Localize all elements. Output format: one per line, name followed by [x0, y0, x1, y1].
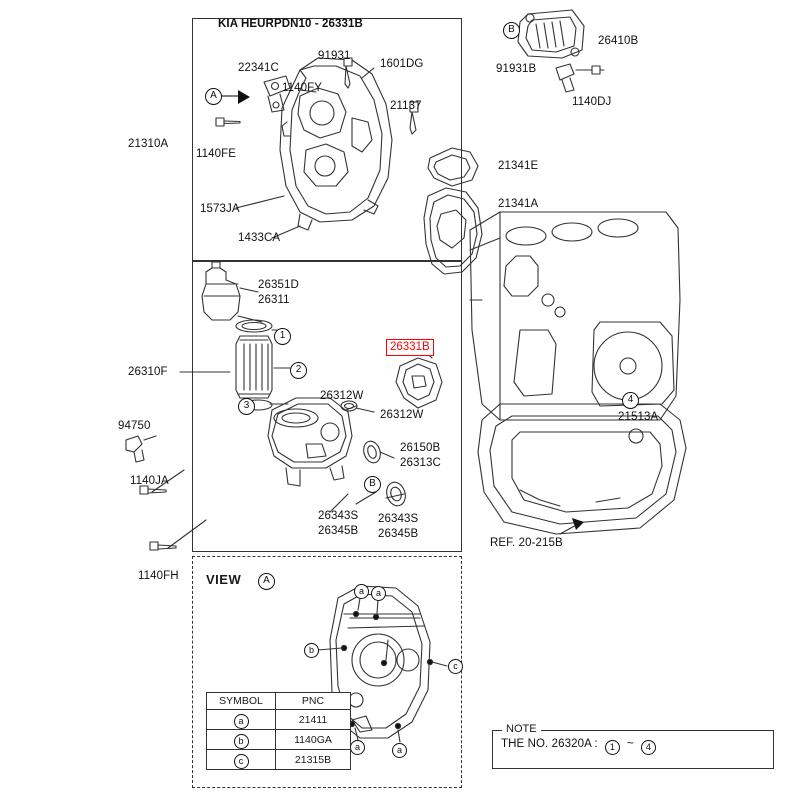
note-text: THE NO. 26320A :: [501, 738, 598, 750]
view-symbol-a-2: a: [371, 586, 386, 601]
note-circle-1: 1: [605, 740, 620, 755]
label-1140FY: 1140FY: [282, 82, 323, 94]
cell-symbol-b: [207, 730, 276, 750]
label-26313C: 26313C: [400, 457, 441, 469]
table-header-row: [207, 693, 351, 710]
note-circle-4: 4: [641, 740, 656, 755]
label-1140FH: 1140FH: [138, 570, 179, 582]
callout-circle-3: 3: [238, 398, 255, 415]
note-range: ~: [626, 738, 634, 750]
label-26345B-right: 26345B: [378, 528, 419, 540]
label-26410B: 26410B: [598, 35, 639, 47]
table-row: [207, 750, 351, 770]
label-21341E: 21341E: [498, 160, 539, 172]
label-21137: 21137: [390, 100, 422, 112]
label-26345B-left: 26345B: [318, 525, 359, 537]
note-title: NOTE: [502, 723, 541, 735]
label-1433CA: 1433CA: [238, 232, 281, 244]
label-26312W-lower: 26312W: [380, 409, 424, 421]
label-1573JA: 1573JA: [200, 203, 240, 215]
label-21513A: 21513A: [618, 411, 659, 423]
label-1140DJ: 1140DJ: [572, 96, 612, 108]
callout-circle-1: 1: [274, 328, 291, 345]
callout-circle-b-mid: B: [364, 476, 381, 493]
label-91931B: 91931B: [496, 63, 537, 75]
column-header-pnc: PNC: [276, 693, 351, 710]
symbol-c-icon: c: [234, 754, 249, 769]
symbol-pnc-table: [206, 692, 351, 770]
view-symbol-a-4: a: [392, 743, 407, 758]
cell-symbol-a: [207, 710, 276, 730]
view-a-title: VIEW: [206, 572, 242, 587]
label-94750: 94750: [118, 420, 151, 432]
cell-pnc-21315B: 21315B: [276, 750, 351, 770]
symbol-b-icon: b: [234, 734, 249, 749]
top-panel-title: KIA HEURPDN10 - 26331B: [218, 18, 363, 30]
callout-circle-a-view: A: [258, 573, 275, 590]
label-21341A: 21341A: [498, 198, 539, 210]
cell-pnc-21411: 21411: [276, 710, 351, 730]
label-26343S-right: 26343S: [378, 513, 419, 525]
label-26331B-highlight[interactable]: 26331B: [386, 339, 434, 356]
view-symbol-a-3: a: [350, 740, 365, 755]
callout-circle-2: 2: [290, 362, 307, 379]
table-row: [207, 730, 351, 750]
label-26351D: 26351D: [258, 279, 299, 291]
label-1140JA: 1140JA: [130, 475, 169, 487]
callout-circle-b-top: B: [503, 22, 520, 39]
table-row: [207, 710, 351, 730]
label-ref-20-215B: REF. 20-215B: [490, 537, 563, 549]
symbol-a-icon: a: [234, 714, 249, 729]
view-symbol-b: b: [304, 643, 319, 658]
label-26310F: 26310F: [128, 366, 168, 378]
label-22341C: 22341C: [238, 62, 279, 74]
label-1601DG: 1601DG: [380, 58, 424, 70]
cell-symbol-c: [207, 750, 276, 770]
view-symbol-a-1: a: [354, 584, 369, 599]
label-26311: 26311: [258, 294, 290, 306]
cell-pnc-1140GA: 1140GA: [276, 730, 351, 750]
note-box: [492, 730, 774, 769]
view-symbol-c: c: [448, 659, 463, 674]
label-21310A: 21310A: [128, 138, 169, 150]
column-header-symbol: SYMBOL: [207, 693, 276, 710]
label-91931: 91931: [318, 50, 351, 62]
label-26312W-upper: 26312W: [320, 390, 364, 402]
label-26343S-left: 26343S: [318, 510, 359, 522]
callout-circle-4: 4: [622, 392, 639, 409]
callout-circle-a-top: A: [205, 88, 222, 105]
label-1140FE: 1140FE: [196, 148, 237, 160]
label-26150B: 26150B: [400, 442, 441, 454]
